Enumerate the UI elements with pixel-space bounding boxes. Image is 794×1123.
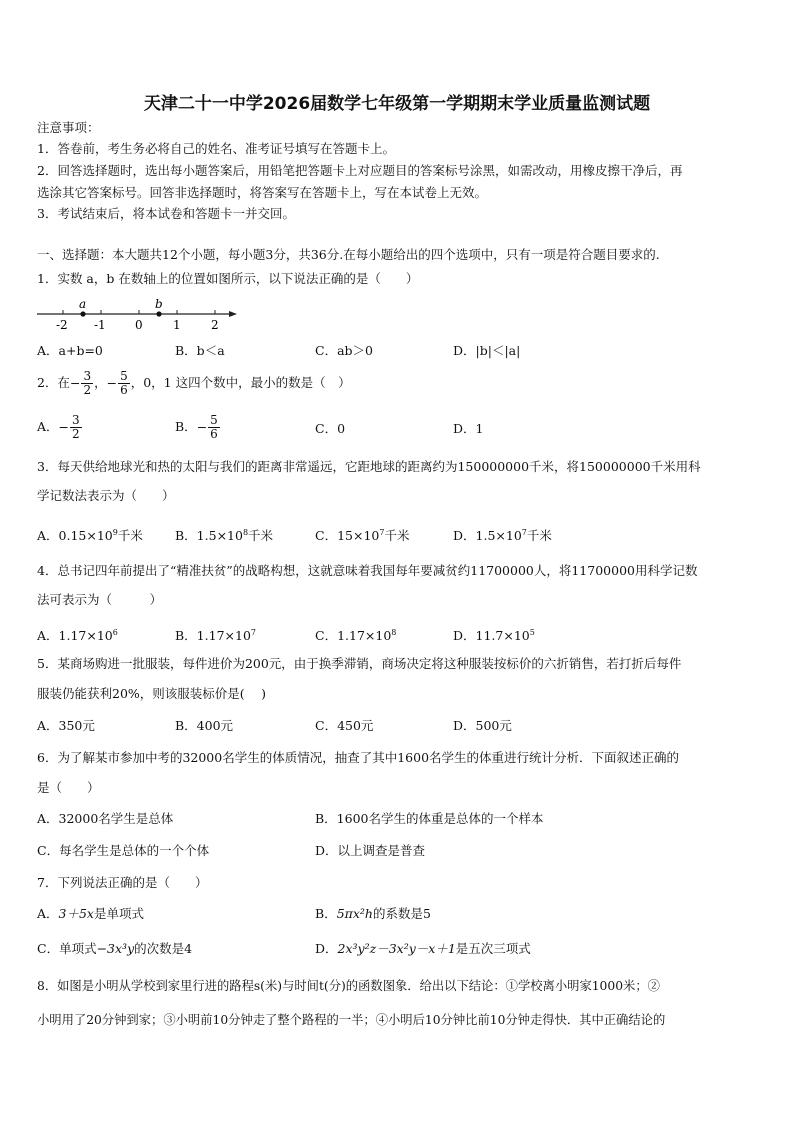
q5-option-a: A．350元 — [37, 718, 95, 733]
question-3-line: 学记数法表示为（ ） — [37, 488, 175, 503]
notice-item: 1．答卷前，考生务必将自己的姓名、准考证号填写在答题卡上。 — [37, 141, 395, 156]
question-8-line: 小明用了20分钟到家；③小明前10分钟走了整个路程的一半；④小明后10分钟比前10分钟走得快．其中正确结论的 — [37, 1013, 666, 1027]
q2-option-d: D．1 — [453, 421, 484, 436]
point-a-label: a — [79, 297, 87, 311]
question-4-line: 4．总书记四年前提出了“精准扶贫”的战略构想，这就意味着我国每年要减贫约11700000人，将11700000用科学记数 — [37, 563, 698, 578]
q4-option-c: C．$1.17\times 10^8$ — [315, 628, 397, 644]
question-6-line: 6．为了解某市参加中考的32000名学生的体质情况，抽查了其中1600名学生的体重进行统计分析．下面叙述正确的 — [37, 750, 680, 765]
tick-label: 2 — [211, 318, 219, 332]
q6-option-d: D．以上调查是普查 — [315, 843, 426, 858]
question-4-line: 法可表示为（ ） — [37, 592, 163, 607]
notice-heading: 注意事项： — [37, 120, 100, 135]
number-line-figure — [37, 296, 242, 334]
q7-option-a: A．3＋5x是单项式 — [37, 906, 145, 921]
q2-option-c: C．0 — [315, 421, 346, 436]
q3-option-b: B．$1.5\times 10^8$千米 — [175, 528, 274, 544]
q1-option-c: C．ab＞0 — [315, 343, 373, 358]
fraction: $\frac{3}{2}$ — [72, 413, 80, 441]
notice-item: 2．回答选择题时，选出每小题答案后，用铅笔把答题卡上对应题目的答案标号涂黑，如需改动，用橡皮擦干净后，再 — [37, 163, 683, 178]
q3-option-a: A．$0.15\times 10^9$千米 — [37, 528, 143, 544]
tick-label: 0 — [135, 318, 143, 332]
q3-option-c: C．$15\times 10^7$千米 — [315, 528, 410, 544]
q4-option-d: D．$11.7\times 10^5$ — [453, 628, 535, 644]
q7-option-c: C．单项式−3x³y的次数是4 — [37, 941, 193, 956]
q1-option-d: D．|b|＜|a| — [453, 343, 521, 358]
notice-item: 3．考试结束后，将本试卷和答题卡一并交回。 — [37, 206, 295, 221]
notice-item: 选涂其它答案标号。回答非选择题时，将答案写在答题卡上，写在本试卷上无效。 — [37, 185, 488, 200]
q5-option-c: C．450元 — [315, 718, 374, 733]
point-a-dot — [80, 311, 85, 316]
q4-option-a: A．$1.17\times 10^6$ — [37, 628, 118, 644]
q6-option-a: A．32000名学生是总体 — [37, 811, 174, 826]
q1-option-b: B．b＜a — [175, 343, 225, 358]
tick-label: -1 — [94, 318, 106, 332]
q2-prefix: 2．在 — [37, 375, 70, 390]
point-b-dot — [156, 311, 161, 316]
q2-suffix: ，0，1 这四个数中，最小的数是（ ） — [130, 375, 351, 390]
fraction: $\frac{5}{6}$ — [210, 413, 218, 441]
question-8-line: 8．如图是小明从学校到家里行进的路程s(米)与时间t(分)的函数图象．给出以下结论：①学校离小明家1000米；② — [37, 979, 660, 993]
q5-option-d: D．500元 — [453, 718, 512, 733]
tick-label: 1 — [173, 318, 181, 332]
arrow-icon — [229, 311, 237, 317]
fraction: $\frac{5}{6}$ — [120, 369, 128, 397]
fraction: $\frac{3}{2}$ — [83, 369, 92, 397]
q5-option-b: B．400元 — [175, 718, 234, 733]
point-b-label: b — [155, 297, 163, 311]
q7-option-d: D．2x³y²z－3x²y－x＋1是五次三项式 — [315, 941, 531, 956]
page-title: 天津二十一中学2026届数学七年级第一学期期末学业质量监测试题 — [143, 94, 651, 114]
q4-option-b: B．$1.17\times 10^7$ — [175, 628, 256, 644]
tick-label: -2 — [56, 318, 68, 332]
q3-option-d: D．$1.5\times 10^7$千米 — [453, 528, 552, 544]
q2-option-a: A．− $\frac{3}{2}$ — [37, 413, 80, 441]
question-1-stem: 1．实数 a，b 在数轴上的位置如图所示，以下说法正确的是（ ） — [37, 271, 419, 286]
question-7-stem: 7．下列说法正确的是（ ） — [37, 875, 208, 890]
question-5-line: 5．某商场购进一批服装，每件进价为200元，由于换季滞销，商场决定将这种服装按标价的六折销售，若打折后每件 — [37, 656, 682, 671]
question-2-stem: 2．在− $\frac{3}{2}$ ，− $\frac{5}{6}$ ，0，1 这四个数中，最小的数是（ ） — [37, 369, 351, 397]
question-6-line: 是（ ） — [37, 780, 100, 795]
q6-option-b: B．1600名学生的体重是总体的一个样本 — [315, 811, 544, 826]
q1-option-a: A．a+b=0 — [37, 343, 103, 358]
question-3-line: 3．每天供给地球光和热的太阳与我们的距离非常遥远，它距地球的距离约为150000000千米，将150000000千米用科 — [37, 459, 701, 474]
question-5-line: 服装仍能获利20%，则该服装标价是( ) — [37, 686, 267, 701]
q2-option-b: B．− $\frac{5}{6}$ — [175, 413, 218, 441]
q6-option-c: C．每名学生是总体的一个个体 — [37, 843, 210, 858]
section-heading: 一、选择题：本大题共12个小题，每小题3分，共36分.在每小题给出的四个选项中，只有一项是符合题目要求的. — [37, 247, 660, 262]
q7-option-b: B．5πx²h的系数是5 — [315, 906, 431, 921]
